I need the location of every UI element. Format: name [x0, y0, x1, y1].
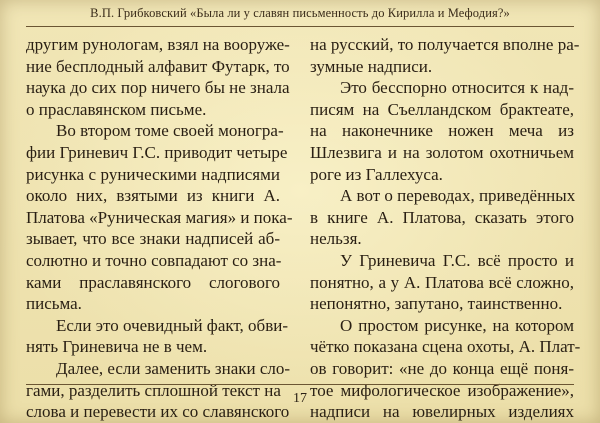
text-line: У Гриневича Г.С. всё просто и [340, 250, 574, 270]
text-line: роге из Галлехуса. [310, 164, 443, 184]
header-rule [26, 26, 574, 27]
text-line: рисунка с руническими надписями [26, 164, 280, 184]
text-line: Шлезвига и на золотом охотничьем [310, 142, 574, 162]
text-line: наука до сих пор ничего бы не знала [26, 78, 290, 98]
text-line: зумные надписи. [310, 56, 433, 76]
text-line: А вот о переводах, приведённых [340, 186, 576, 206]
text-line: понятно, а у А. Платова всё сложно, [310, 272, 574, 292]
text-line: надписи на ювелирных изделиях [310, 402, 574, 422]
text-line: нять Гриневича не в чем. [26, 337, 208, 357]
text-line: гами, разделить сплошной текст на [26, 380, 281, 400]
text-line: в книге А. Платова, сказать этого [310, 207, 574, 227]
text-line: непонятно, запутано, таинственно. [310, 294, 563, 314]
text-line: Это бесспорно относится к над- [340, 78, 574, 98]
footer-rule [26, 384, 574, 385]
text-line: чётко показана сцена охоты, А. Плат- [310, 337, 581, 357]
text-line: зывает, что все знаки надписей аб- [26, 229, 280, 249]
text-line: Во втором томе своей моногра- [56, 121, 284, 141]
right-text-column [310, 34, 581, 423]
text-line: Далее, если заменить знаки сло- [56, 358, 291, 378]
text-line: о праславянском письме. [26, 99, 207, 119]
text-line: на русский, то получается вполне ра- [310, 35, 580, 54]
text-line: солютно и точно совпадают со зна- [26, 250, 282, 270]
text-line: ками праславянского слогового [26, 272, 280, 292]
text-line: нельзя. [310, 229, 362, 249]
text-line: Платова «Руническая магия» и пока- [26, 207, 293, 227]
text-line: ов говорит: «не до конца ещё поня- [310, 358, 574, 378]
running-header: В.П. Грибковский «Была ли у славян письменность до Кирилла и Мефодия?» [90, 6, 510, 20]
text-line: слова и перевести их со славянского [26, 402, 290, 422]
page-number: 17 [293, 391, 307, 406]
text-line: О простом рисунке, на котором [340, 315, 574, 335]
text-line: писям на Съелландском брактеате, [310, 99, 574, 119]
text-line: Если это очевидный факт, обви- [56, 315, 288, 335]
text-line: ние бесплодный алфавит Футарк, то [26, 56, 290, 76]
text-line: другим рунологам, взял на вооруже- [26, 35, 290, 54]
text-line: около них, взятыми из книги А. [26, 186, 280, 206]
text-line: тое мифологическое изображение», [310, 380, 574, 400]
text-line: на наконечнике ножен меча из [310, 121, 574, 141]
text-line: письма. [26, 294, 82, 314]
left-text-column [26, 34, 293, 423]
text-line: фии Гриневич Г.С. приводит четыре [26, 142, 288, 162]
